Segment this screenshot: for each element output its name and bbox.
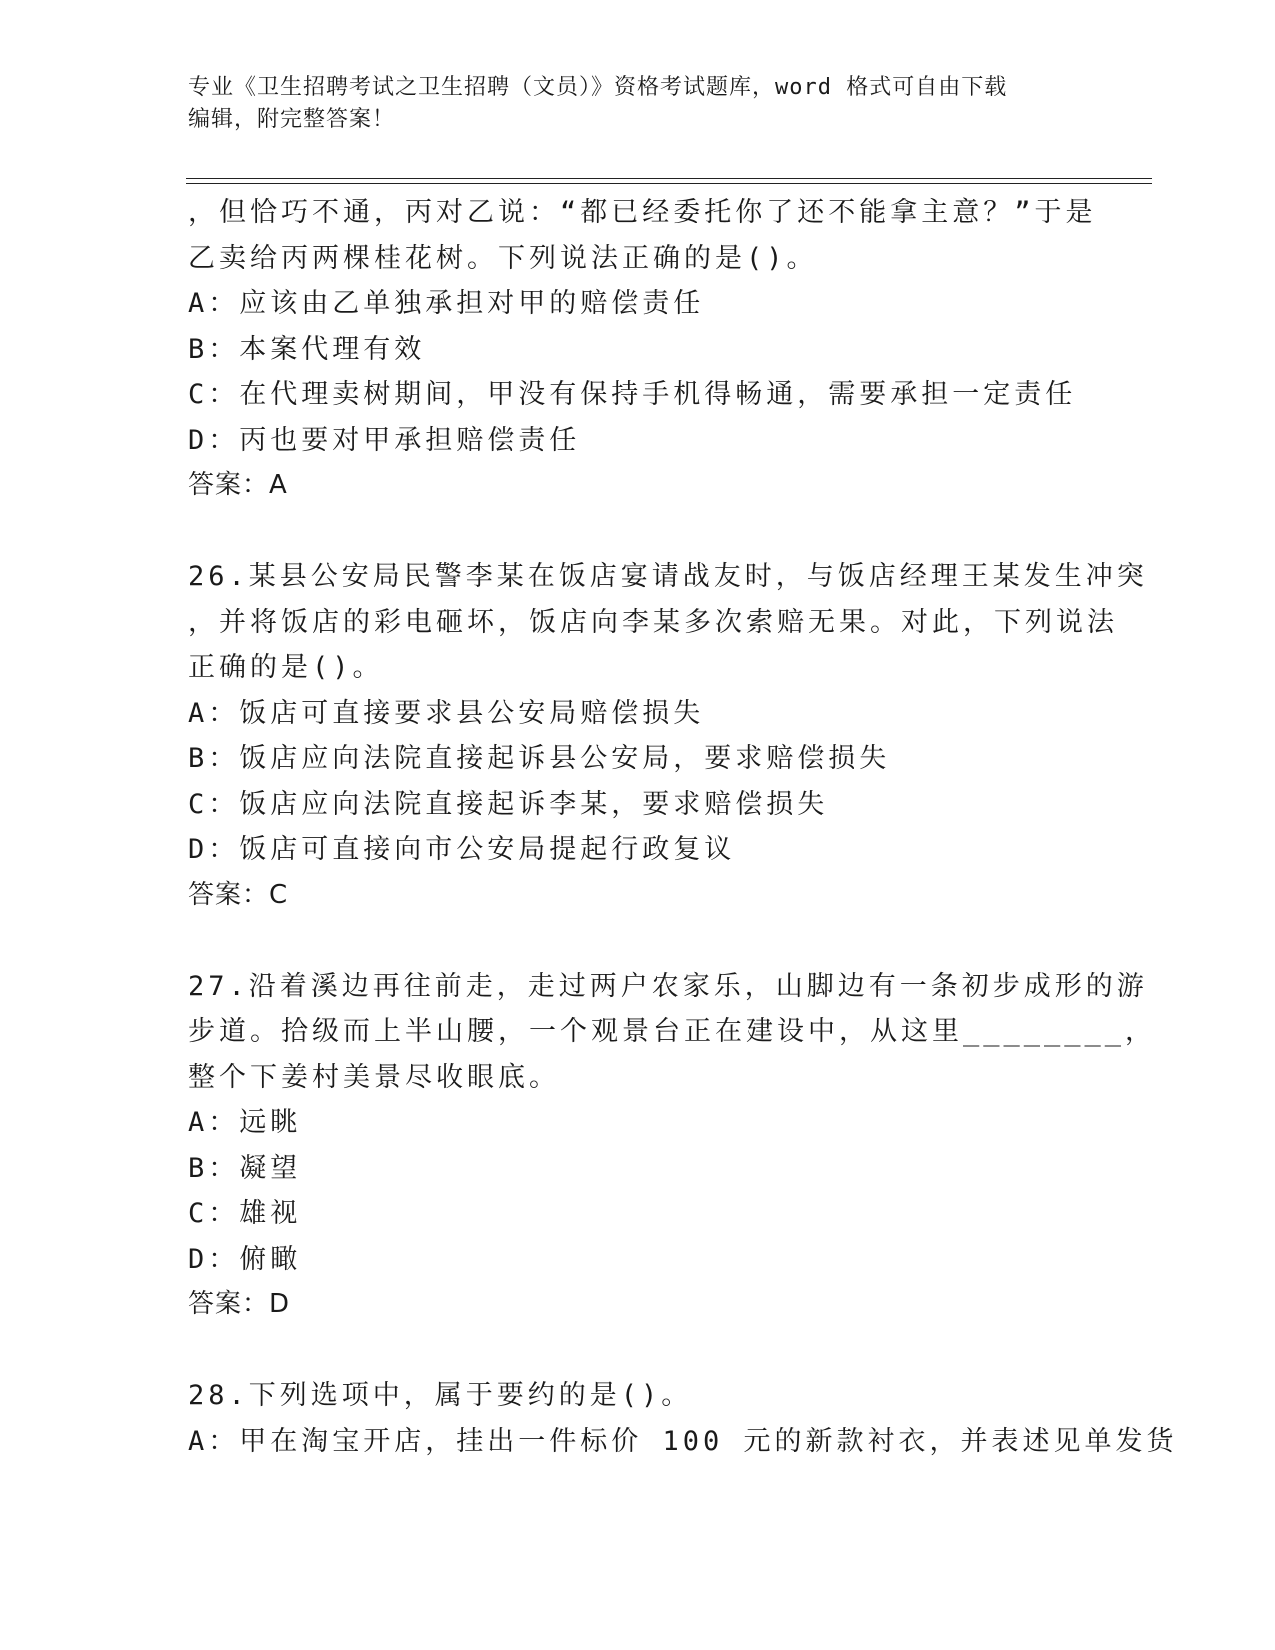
question-stem-line: 28.下列选项中，属于要约的是()。 bbox=[188, 1380, 693, 1411]
question-stem-line: 正确的是()。 bbox=[188, 652, 384, 683]
question-stem-line: ，并将饭店的彩电砸坏，饭店向李某多次索赔无果。对此，下列说法 bbox=[188, 606, 1118, 638]
header-divider-bottom bbox=[186, 183, 1152, 184]
option-d: D：丙也要对甲承担赔偿责任 bbox=[188, 424, 581, 456]
option-b: B：凝望 bbox=[188, 1152, 302, 1184]
option-a: A：远眺 bbox=[188, 1107, 302, 1138]
option-d: D：俯瞰 bbox=[188, 1243, 302, 1275]
question-list bbox=[188, 190, 1178, 1464]
option-a: A：应该由乙单独承担对甲的赔偿责任 bbox=[188, 288, 705, 319]
header-line-1: 专业《卫生招聘考试之卫生招聘（文员）》资格考试题库，word 格式可自由下载 bbox=[188, 75, 1008, 100]
question-spacer bbox=[188, 509, 1088, 555]
question-spacer bbox=[188, 918, 1088, 964]
option-a: A：饭店可直接要求县公安局赔偿损失 bbox=[188, 697, 705, 729]
option-c: C：雄视 bbox=[188, 1198, 302, 1229]
question-stem-line: 27.沿着溪边再往前走，走过两户农家乐，山脚边有一条初步成形的游 bbox=[188, 970, 1148, 1002]
question-27 bbox=[188, 964, 1157, 1328]
question-spacer bbox=[188, 1328, 1088, 1374]
option-b: B：饭店应向法院直接起诉县公安局，要求赔偿损失 bbox=[188, 743, 891, 774]
answer-line: 答案：D bbox=[188, 1289, 291, 1319]
option-c: C：饭店应向法院直接起诉李某，要求赔偿损失 bbox=[188, 788, 829, 820]
question-25 bbox=[188, 190, 1097, 509]
question-stem-line: 整个下姜村美景尽收眼底。 bbox=[188, 1061, 560, 1093]
question-stem-line: 步道。拾级而上半山腰，一个观景台正在建设中，从这里________， bbox=[188, 1016, 1157, 1047]
option-d: D：饭店可直接向市公安局提起行政复议 bbox=[188, 834, 736, 865]
question-28 bbox=[188, 1373, 1178, 1464]
answer-line: 答案：C bbox=[188, 879, 289, 910]
header-line-2: 编辑，附完整答案！ bbox=[188, 107, 396, 132]
header-divider-top bbox=[186, 178, 1152, 179]
option-a: A：甲在淘宝开店，挂出一件标价 100 元的新款衬衣，并表述见单发货 bbox=[188, 1425, 1178, 1457]
question-26 bbox=[188, 554, 1148, 918]
answer-line: 答案：A bbox=[188, 470, 288, 500]
document-header bbox=[188, 72, 1088, 136]
question-stem-line: 乙卖给丙两棵桂花树。下列说法正确的是()。 bbox=[188, 242, 818, 274]
question-stem-line: ，但恰巧不通，丙对乙说：“都已经委托你了还不能拿主意？”于是 bbox=[188, 197, 1097, 228]
option-b: B：本案代理有效 bbox=[188, 333, 426, 365]
option-c: C：在代理卖树期间，甲没有保持手机得畅通，需要承担一定责任 bbox=[188, 379, 1077, 410]
question-stem-line: 26.某县公安局民警李某在饭店宴请战友时，与饭店经理王某发生冲突 bbox=[188, 561, 1148, 592]
